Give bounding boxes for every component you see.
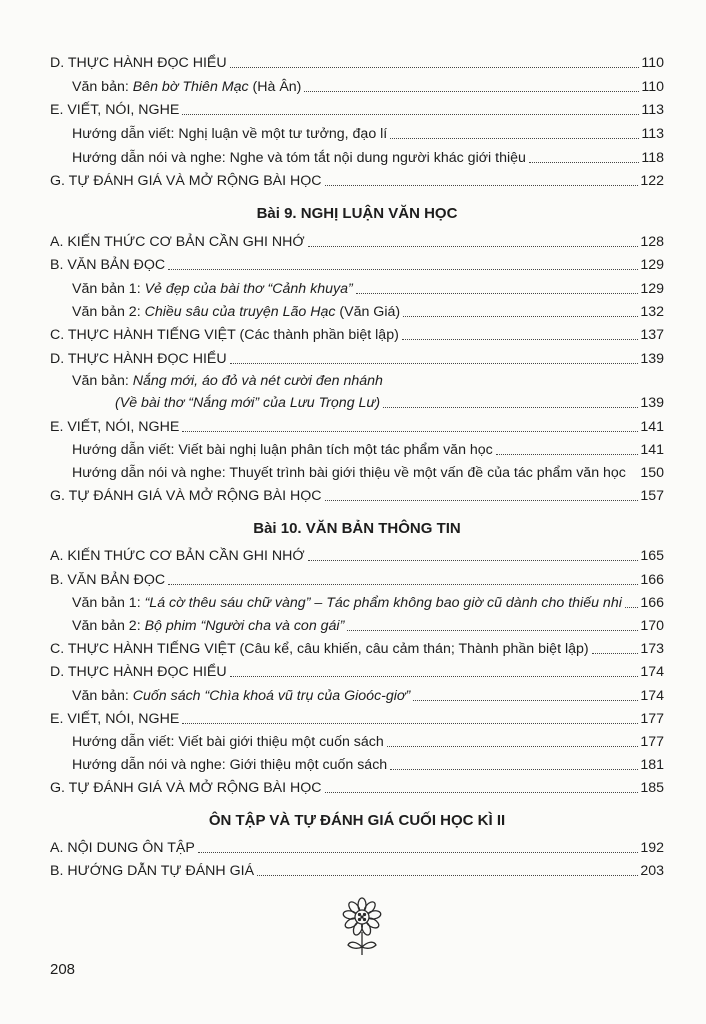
toc-page-number: 150 <box>640 465 664 481</box>
toc-page-number: 173 <box>640 641 664 657</box>
toc-page-number: 157 <box>640 488 664 504</box>
toc-leader-dots <box>629 477 638 478</box>
toc-entry-label: Hướng dẫn nói và nghe: Nghe và tóm tắt nội dung người khác giới thiệu <box>72 150 526 166</box>
toc-entry-label: G. TỰ ĐÁNH GIÁ VÀ MỞ RỘNG BÀI HỌC <box>50 173 322 189</box>
toc-entry-label: E. VIẾT, NÓI, NGHE <box>50 711 180 727</box>
toc-entry-title: Cuốn sách “Chìa khoá vũ trụ của Gioóc-giơ” <box>132 688 411 704</box>
toc-leader-dots <box>390 137 639 139</box>
toc-entry-title: Bộ phim “Người cha và con gái” <box>144 618 345 634</box>
toc-page-number: 118 <box>641 150 664 166</box>
toc-entry-suffix: (Văn Giá) <box>335 304 401 320</box>
toc-section-entry[interactable] <box>50 414 664 436</box>
toc-entry-prefix: Văn bản: <box>72 688 133 704</box>
toc-subentry[interactable] <box>72 729 664 751</box>
toc-section-entry[interactable] <box>50 346 664 368</box>
toc-page-number: 181 <box>640 757 664 773</box>
toc-entry-label: D. THỰC HÀNH ĐỌC HIỂU <box>50 55 227 71</box>
toc-entry-prefix: Văn bản 2: <box>72 618 145 634</box>
toc-entry-label: Hướng dẫn viết: Nghị luận về một tư tưởng, đạo lí <box>72 126 388 142</box>
toc-entry-label: D. THỰC HÀNH ĐỌC HIỂU <box>50 664 227 680</box>
toc-entry-title: “Lá cờ thêu sáu chữ vàng” – Tác phẩm không bao giờ cũ dành cho thiếu nhi <box>144 595 622 611</box>
toc-subentry[interactable] <box>72 145 664 167</box>
toc-section-entry[interactable] <box>50 543 664 565</box>
toc-page-number: 174 <box>640 664 664 680</box>
toc-entry-label <box>72 78 301 96</box>
toc-entry-label: C. THỰC HÀNH TIẾNG VIỆT (Câu kể, câu khiến, câu cảm thán; Thành phần biệt lập) <box>50 641 589 657</box>
toc-section-entry[interactable] <box>50 706 664 728</box>
toc-page-number: 177 <box>640 711 664 727</box>
toc-page-number: 170 <box>640 618 664 634</box>
toc-leader-dots <box>168 268 638 270</box>
toc-section-entry[interactable] <box>50 659 664 681</box>
sunflower-icon <box>340 897 384 957</box>
toc-entry-label <box>72 303 400 321</box>
toc-leader-dots <box>308 559 639 561</box>
toc-section-entry[interactable] <box>50 252 664 274</box>
review-title: ÔN TẬP VÀ TỰ ĐÁNH GIÁ CUỐI HỌC KÌ II <box>208 812 506 829</box>
toc-leader-dots <box>592 652 639 654</box>
toc-page-number: 110 <box>641 79 664 95</box>
toc-section-entry[interactable] <box>50 229 664 251</box>
toc-subentry[interactable] <box>72 74 664 96</box>
toc-entry-label: B. HƯỚNG DẪN TỰ ĐÁNH GIÁ <box>50 863 255 879</box>
toc-section-entry[interactable] <box>50 858 664 880</box>
toc-leader-dots <box>182 722 638 724</box>
toc-leader-dots <box>387 745 639 747</box>
toc-entry-prefix: Văn bản 1: <box>72 281 145 297</box>
toc-entry-label: G. TỰ ĐÁNH GIÁ VÀ MỞ RỘNG BÀI HỌC <box>50 780 322 796</box>
toc-page-number: 139 <box>640 395 664 411</box>
toc-subentry[interactable] <box>72 613 664 635</box>
toc-leader-dots <box>182 430 638 432</box>
toc-entry-label: C. THỰC HÀNH TIẾNG VIỆT (Các thành phần biệt lập) <box>50 327 399 343</box>
toc-entry-prefix: Văn bản: <box>72 79 133 95</box>
toc-entry-prefix: Văn bản 2: <box>72 304 145 320</box>
page-number: 208 <box>50 961 76 978</box>
toc-page-number: 129 <box>640 257 664 273</box>
toc-leader-dots <box>625 606 638 608</box>
toc-leader-dots <box>383 406 638 408</box>
toc-section-entry[interactable] <box>50 168 664 190</box>
toc-leader-dots <box>304 90 639 92</box>
toc-section-entry[interactable] <box>50 97 664 119</box>
toc-entry-title: (Về bài thơ “Nắng mới” của Lưu Trọng Lư) <box>115 395 381 411</box>
toc-entry-label <box>72 617 344 635</box>
toc-entry-label: E. VIẾT, NÓI, NGHE <box>50 102 180 118</box>
toc-page-number: 128 <box>640 234 664 250</box>
toc-leader-dots <box>496 453 639 455</box>
toc-leader-dots <box>325 791 639 793</box>
toc-page-number: 174 <box>640 688 664 704</box>
toc-entry-label: Hướng dẫn viết: Viết bài giới thiệu một cuốn sách <box>72 734 384 750</box>
toc-page-number: 192 <box>640 840 664 856</box>
toc-entry-title: Bên bờ Thiên Mạc <box>132 79 249 95</box>
toc-entry-label: G. TỰ ĐÁNH GIÁ VÀ MỞ RỘNG BÀI HỌC <box>50 488 322 504</box>
toc-page-number: 141 <box>640 419 664 435</box>
toc-section-entry[interactable] <box>50 636 664 658</box>
toc-section-entry[interactable] <box>50 322 664 344</box>
toc-leader-dots <box>182 113 639 115</box>
toc-page-number: 141 <box>640 442 664 458</box>
toc-page-number: 113 <box>641 126 664 142</box>
toc-page-number: 132 <box>640 304 664 320</box>
toc-leader-dots <box>325 499 639 501</box>
toc-leader-dots <box>413 699 638 701</box>
toc-page-number: 122 <box>640 173 664 189</box>
toc-entry-label: Hướng dẫn viết: Viết bài nghị luận phân tích một tác phẩm văn học <box>72 442 493 458</box>
lesson-10-title: Bài 10. VĂN BẢN THÔNG TIN <box>253 520 461 537</box>
toc-leader-dots <box>402 338 639 340</box>
toc-entry-label: D. THỰC HÀNH ĐỌC HIỂU <box>50 351 227 367</box>
toc-page-number: 165 <box>640 548 664 564</box>
toc-section-entry[interactable] <box>50 50 664 72</box>
toc-leader-dots <box>390 768 638 770</box>
toc-entry-label: A. KIẾN THỨC CƠ BẢN CẦN GHI NHỚ <box>50 548 305 564</box>
toc-entry-label: B. VĂN BẢN ĐỌC <box>50 572 166 588</box>
toc-page-number: 139 <box>640 351 664 367</box>
toc-subentry[interactable] <box>72 460 664 482</box>
toc-entry-title: Chiều sâu của truyện Lão Hạc <box>144 304 336 320</box>
toc-entry-title: Nắng mới, áo đỏ và nét cười đen nhánh <box>132 373 383 389</box>
toc-section-entry[interactable] <box>50 567 664 589</box>
toc-leader-dots <box>403 315 638 317</box>
toc-leader-dots <box>325 184 639 186</box>
toc-entry-label <box>72 687 410 705</box>
toc-entry-label: A. NỘI DUNG ÔN TẬP <box>50 840 195 856</box>
toc-page-number: 203 <box>640 863 664 879</box>
toc-leader-dots <box>257 874 638 876</box>
toc-leader-dots <box>529 161 639 163</box>
toc-entry-title: Vẻ đẹp của bài thơ “Cảnh khuya” <box>144 281 353 297</box>
toc-subentry[interactable] <box>115 390 664 412</box>
toc-subentry[interactable] <box>72 437 664 459</box>
toc-subentry[interactable] <box>72 368 664 390</box>
toc-entry-label: Hướng dẫn nói và nghe: Thuyết trình bài giới thiệu về một vấn đề của tác phẩm văn học <box>72 465 626 481</box>
toc-entry-label <box>72 372 383 390</box>
toc-section-entry[interactable] <box>50 775 664 797</box>
toc-page-number: 166 <box>640 595 664 611</box>
toc-entry-label: E. VIẾT, NÓI, NGHE <box>50 419 180 435</box>
toc-leader-dots <box>230 675 639 677</box>
toc-page-number: 137 <box>640 327 664 343</box>
toc-leader-dots <box>198 851 639 853</box>
toc-leader-dots <box>347 629 638 631</box>
toc-page-number: 177 <box>640 734 664 750</box>
toc-entry-prefix: Văn bản: <box>72 373 133 389</box>
toc-page-number: 166 <box>640 572 664 588</box>
toc-subentry[interactable] <box>72 590 664 612</box>
toc-entry-prefix: Văn bản 1: <box>72 595 145 611</box>
toc-leader-dots <box>308 245 639 247</box>
toc-entry-label: A. KIẾN THỨC CƠ BẢN CẦN GHI NHỚ <box>50 234 305 250</box>
toc-entry-label <box>72 594 622 612</box>
toc-subentry[interactable] <box>72 299 664 321</box>
toc-entry-label <box>115 394 380 412</box>
toc-leader-dots <box>230 362 639 364</box>
toc-entry-label: B. VĂN BẢN ĐỌC <box>50 257 166 273</box>
toc-subentry[interactable] <box>72 683 664 705</box>
toc-page-number: 110 <box>641 55 664 71</box>
toc-subentry[interactable] <box>72 752 664 774</box>
lesson-9-title: Bài 9. NGHỊ LUẬN VĂN HỌC <box>256 205 458 222</box>
toc-entry-label <box>72 280 353 298</box>
toc-entry-label: Hướng dẫn nói và nghe: Giới thiệu một cuốn sách <box>72 757 388 773</box>
toc-entry-suffix: (Hà Ân) <box>248 79 302 95</box>
toc-leader-dots <box>230 66 640 68</box>
toc-page-number: 113 <box>641 102 664 118</box>
toc-leader-dots <box>356 292 639 294</box>
toc-leader-dots <box>168 583 638 585</box>
toc-section-entry[interactable] <box>50 835 664 857</box>
toc-subentry[interactable] <box>72 276 664 298</box>
toc-subentry[interactable] <box>72 121 664 143</box>
toc-section-entry[interactable] <box>50 483 664 505</box>
toc-page-number: 129 <box>640 281 664 297</box>
toc-page-number: 185 <box>640 780 664 796</box>
